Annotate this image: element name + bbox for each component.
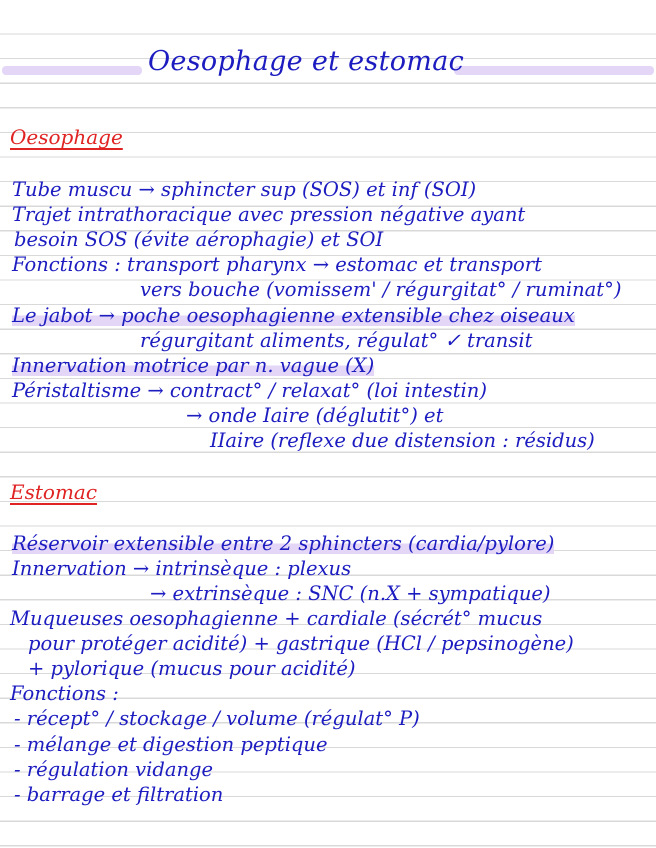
note-line: Innervation motrice par n. vague (X) — [12, 354, 375, 377]
note-line: → onde Iaire (déglutit°) et — [186, 404, 444, 427]
note-line: - barrage et filtration — [14, 783, 224, 806]
note-line: - mélange et digestion peptique — [14, 733, 328, 756]
section-heading-oesophage: Oesophage — [10, 125, 123, 149]
note-line: Fonctions : transport pharynx → estomac et transport — [12, 253, 542, 276]
note-line: Muqueuses oesophagienne + cardiale (sécrét° mucus — [10, 607, 543, 630]
note-line: vers bouche (vomissem' / régurgitat° / ruminat°) — [140, 278, 622, 301]
note-line: Réservoir extensible entre 2 sphincters (cardia/pylore) — [12, 532, 555, 555]
note-line: régurgitant aliments, régulat° ✓ transit — [140, 329, 533, 352]
title-highlight-left — [2, 66, 142, 75]
note-line: Fonctions : — [10, 682, 119, 705]
note-line: Trajet intrathoracique avec pression négative ayant — [12, 203, 526, 226]
note-line: → extrinsèque : SNC (n.X + sympatique) — [150, 582, 551, 605]
note-line: - régulation vidange — [14, 758, 214, 781]
note-line: Péristaltisme → contract° / relaxat° (loi intestin) — [12, 379, 487, 402]
note-line: besoin SOS (évite aérophagie) et SOI — [14, 228, 384, 251]
note-line: Tube muscu → sphincter sup (SOS) et inf (SOI) — [12, 178, 477, 201]
note-line: + pylorique (mucus pour acidité) — [28, 657, 356, 680]
page-title: Oesophage et estomac — [148, 46, 465, 77]
note-line: Innervation → intrinsèque : plexus — [12, 557, 352, 580]
note-line: IIaire (reflexe due distension : résidus) — [210, 429, 595, 452]
note-line: pour protéger acidité) + gastrique (HCl / pepsinogène) — [28, 632, 574, 655]
section-heading-estomac: Estomac — [10, 480, 98, 504]
note-line: Le jabot → poche oesophagienne extensible chez oiseaux — [12, 304, 575, 327]
title-highlight-right — [454, 66, 654, 75]
title-row — [0, 44, 656, 82]
note-line: - récept° / stockage / volume (régulat° P) — [14, 707, 420, 730]
